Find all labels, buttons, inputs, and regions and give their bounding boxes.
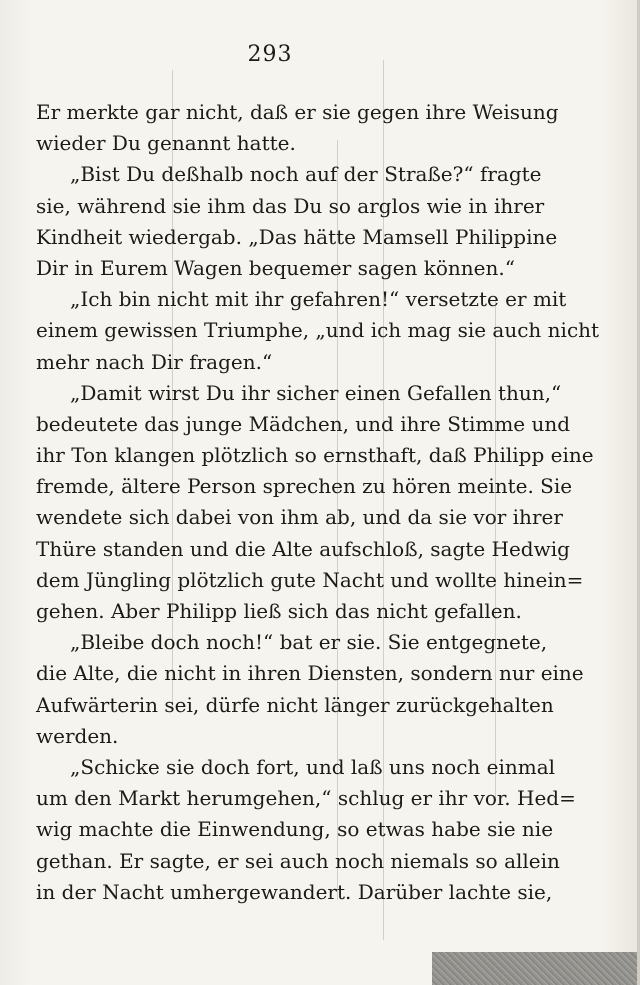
text-line: in der Nacht umhergewandert. Darüber lachte sie, [36,879,553,904]
scan-edge-shadow [432,952,640,985]
text-line: wieder Du genannt hatte. [36,131,296,156]
text-line: wig machte die Einwendung, so etwas habe sie nie [36,817,554,842]
text-line: Dir in Eurem Wagen bequemer sagen können.“ [36,255,515,280]
text-line: Er merkte gar nicht, daß er sie gegen ihre Weisung [36,100,559,124]
body-text [36,97,600,908]
text-line: wendete sich dabei von ihm ab, und da sie vor ihrer [36,505,563,530]
text-line: gethan. Er sagte, er sei auch noch niemals so allein [36,848,560,873]
text-line: „Bist Du deßhalb noch auf der Straße?“ fragte [70,162,542,187]
text-line: gehen. Aber Philipp ließ sich das nicht gefallen. [36,599,522,623]
text-line: um den Markt herumgehen,“ schlug er ihr vor. Hed= [36,786,576,811]
text-line: Thüre standen und die Alte aufschloß, sagte Hedwig [36,536,570,561]
text-line: fremde, ältere Person sprechen zu hören meinte. Sie [36,474,573,499]
text-line: sie, während sie ihm das Du so arglos wie in ihrer [36,193,545,218]
text-line: dem Jüngling plötzlich gute Nacht und wollte hinein= [36,567,584,592]
text-line: die Alte, die nicht in ihren Diensten, sondern nur eine [36,661,584,686]
text-line: „Ich bin nicht mit ihr gefahren!“ versetzte er mit [70,287,567,312]
text-line: „Bleibe doch noch!“ bat er sie. Sie entgegnete, [70,630,548,655]
text-line: werden. [36,723,119,748]
text-line: „Schicke sie doch fort, und laß uns noch einmal [70,754,556,779]
text-line: Aufwärterin sei, dürfe nicht länger zurückgehalten [36,692,554,717]
page-number: 293 [247,42,293,67]
text-line: einem gewissen Triumphe, „und ich mag sie auch nicht [36,318,600,343]
text-line: bedeutete das junge Mädchen, und ihre Stimme und [36,411,571,436]
text-line: mehr nach Dir fragen.“ [36,349,273,374]
text-line: Kindheit wiedergab. „Das hätte Mamsell Philippine [36,224,558,249]
text-line: ihr Ton klangen plötzlich so ernsthaft, daß Philipp eine [36,443,594,468]
text-line: „Damit wirst Du ihr sicher einen Gefallen thun,“ [70,380,562,405]
